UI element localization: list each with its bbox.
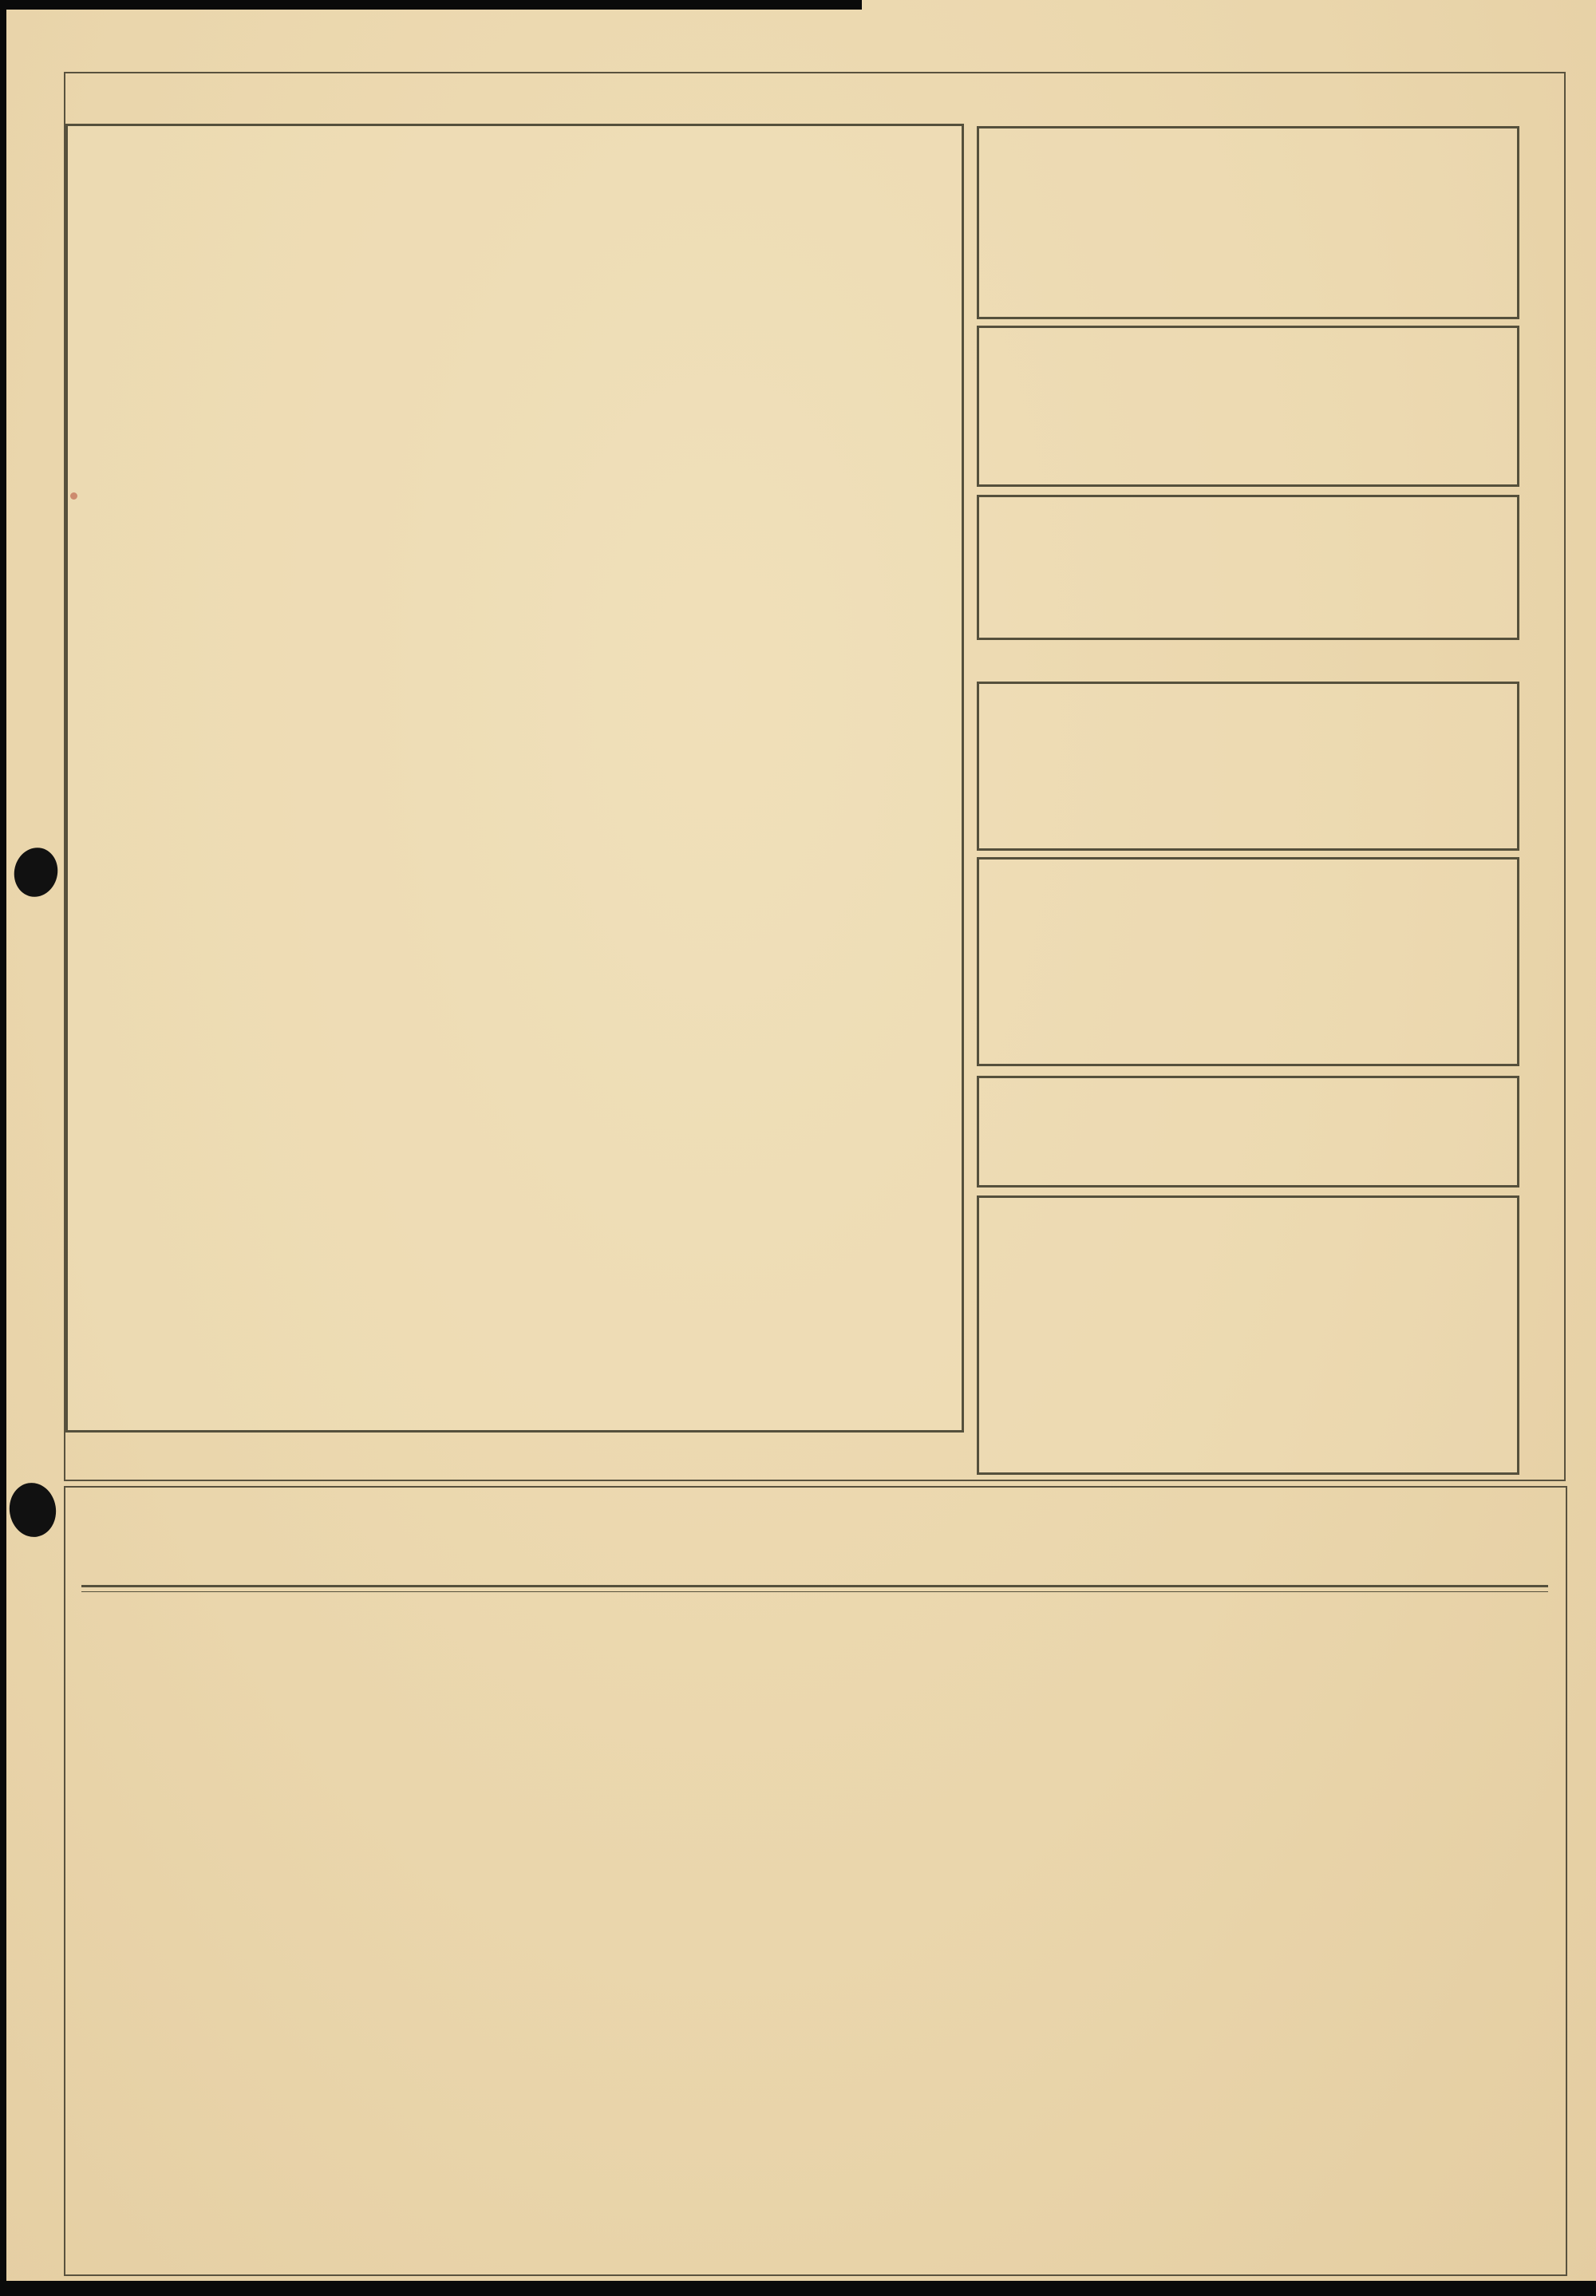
klimadaten-box [977,126,1519,319]
beobachtungswerte-box [977,326,1519,487]
astro-box [977,1076,1519,1188]
beobachtungswerte-title [979,328,1517,333]
divider-rule [81,1585,1548,1592]
luftdruck-box [977,682,1519,851]
sunshine-chart [851,1598,1522,1912]
globalstrahlung-box [977,495,1519,640]
hinweise-box [977,1195,1519,1475]
astro-title [979,1078,1517,1083]
ink-blob [6,1480,60,1540]
pressure-chart [105,1598,808,1912]
klimadaten-title [979,128,1517,165]
station-weather-table [65,124,964,1433]
globalstrahlung-title [979,497,1517,502]
erdboden-title [979,860,1517,864]
scan-edge-left [0,0,6,2296]
klimadaten-title-line2 [979,133,1517,165]
scan-edge-bottom [0,2281,1596,2296]
erdboden-box [977,857,1519,1066]
chart-section [64,1486,1567,2276]
precipitation-chart [851,1905,1522,2172]
upper-frame [64,72,1566,1481]
ink-blob [9,843,62,901]
temperature-chart [105,1905,808,2172]
scan-edge-top [0,0,862,10]
luftdruck-title [979,684,1517,689]
